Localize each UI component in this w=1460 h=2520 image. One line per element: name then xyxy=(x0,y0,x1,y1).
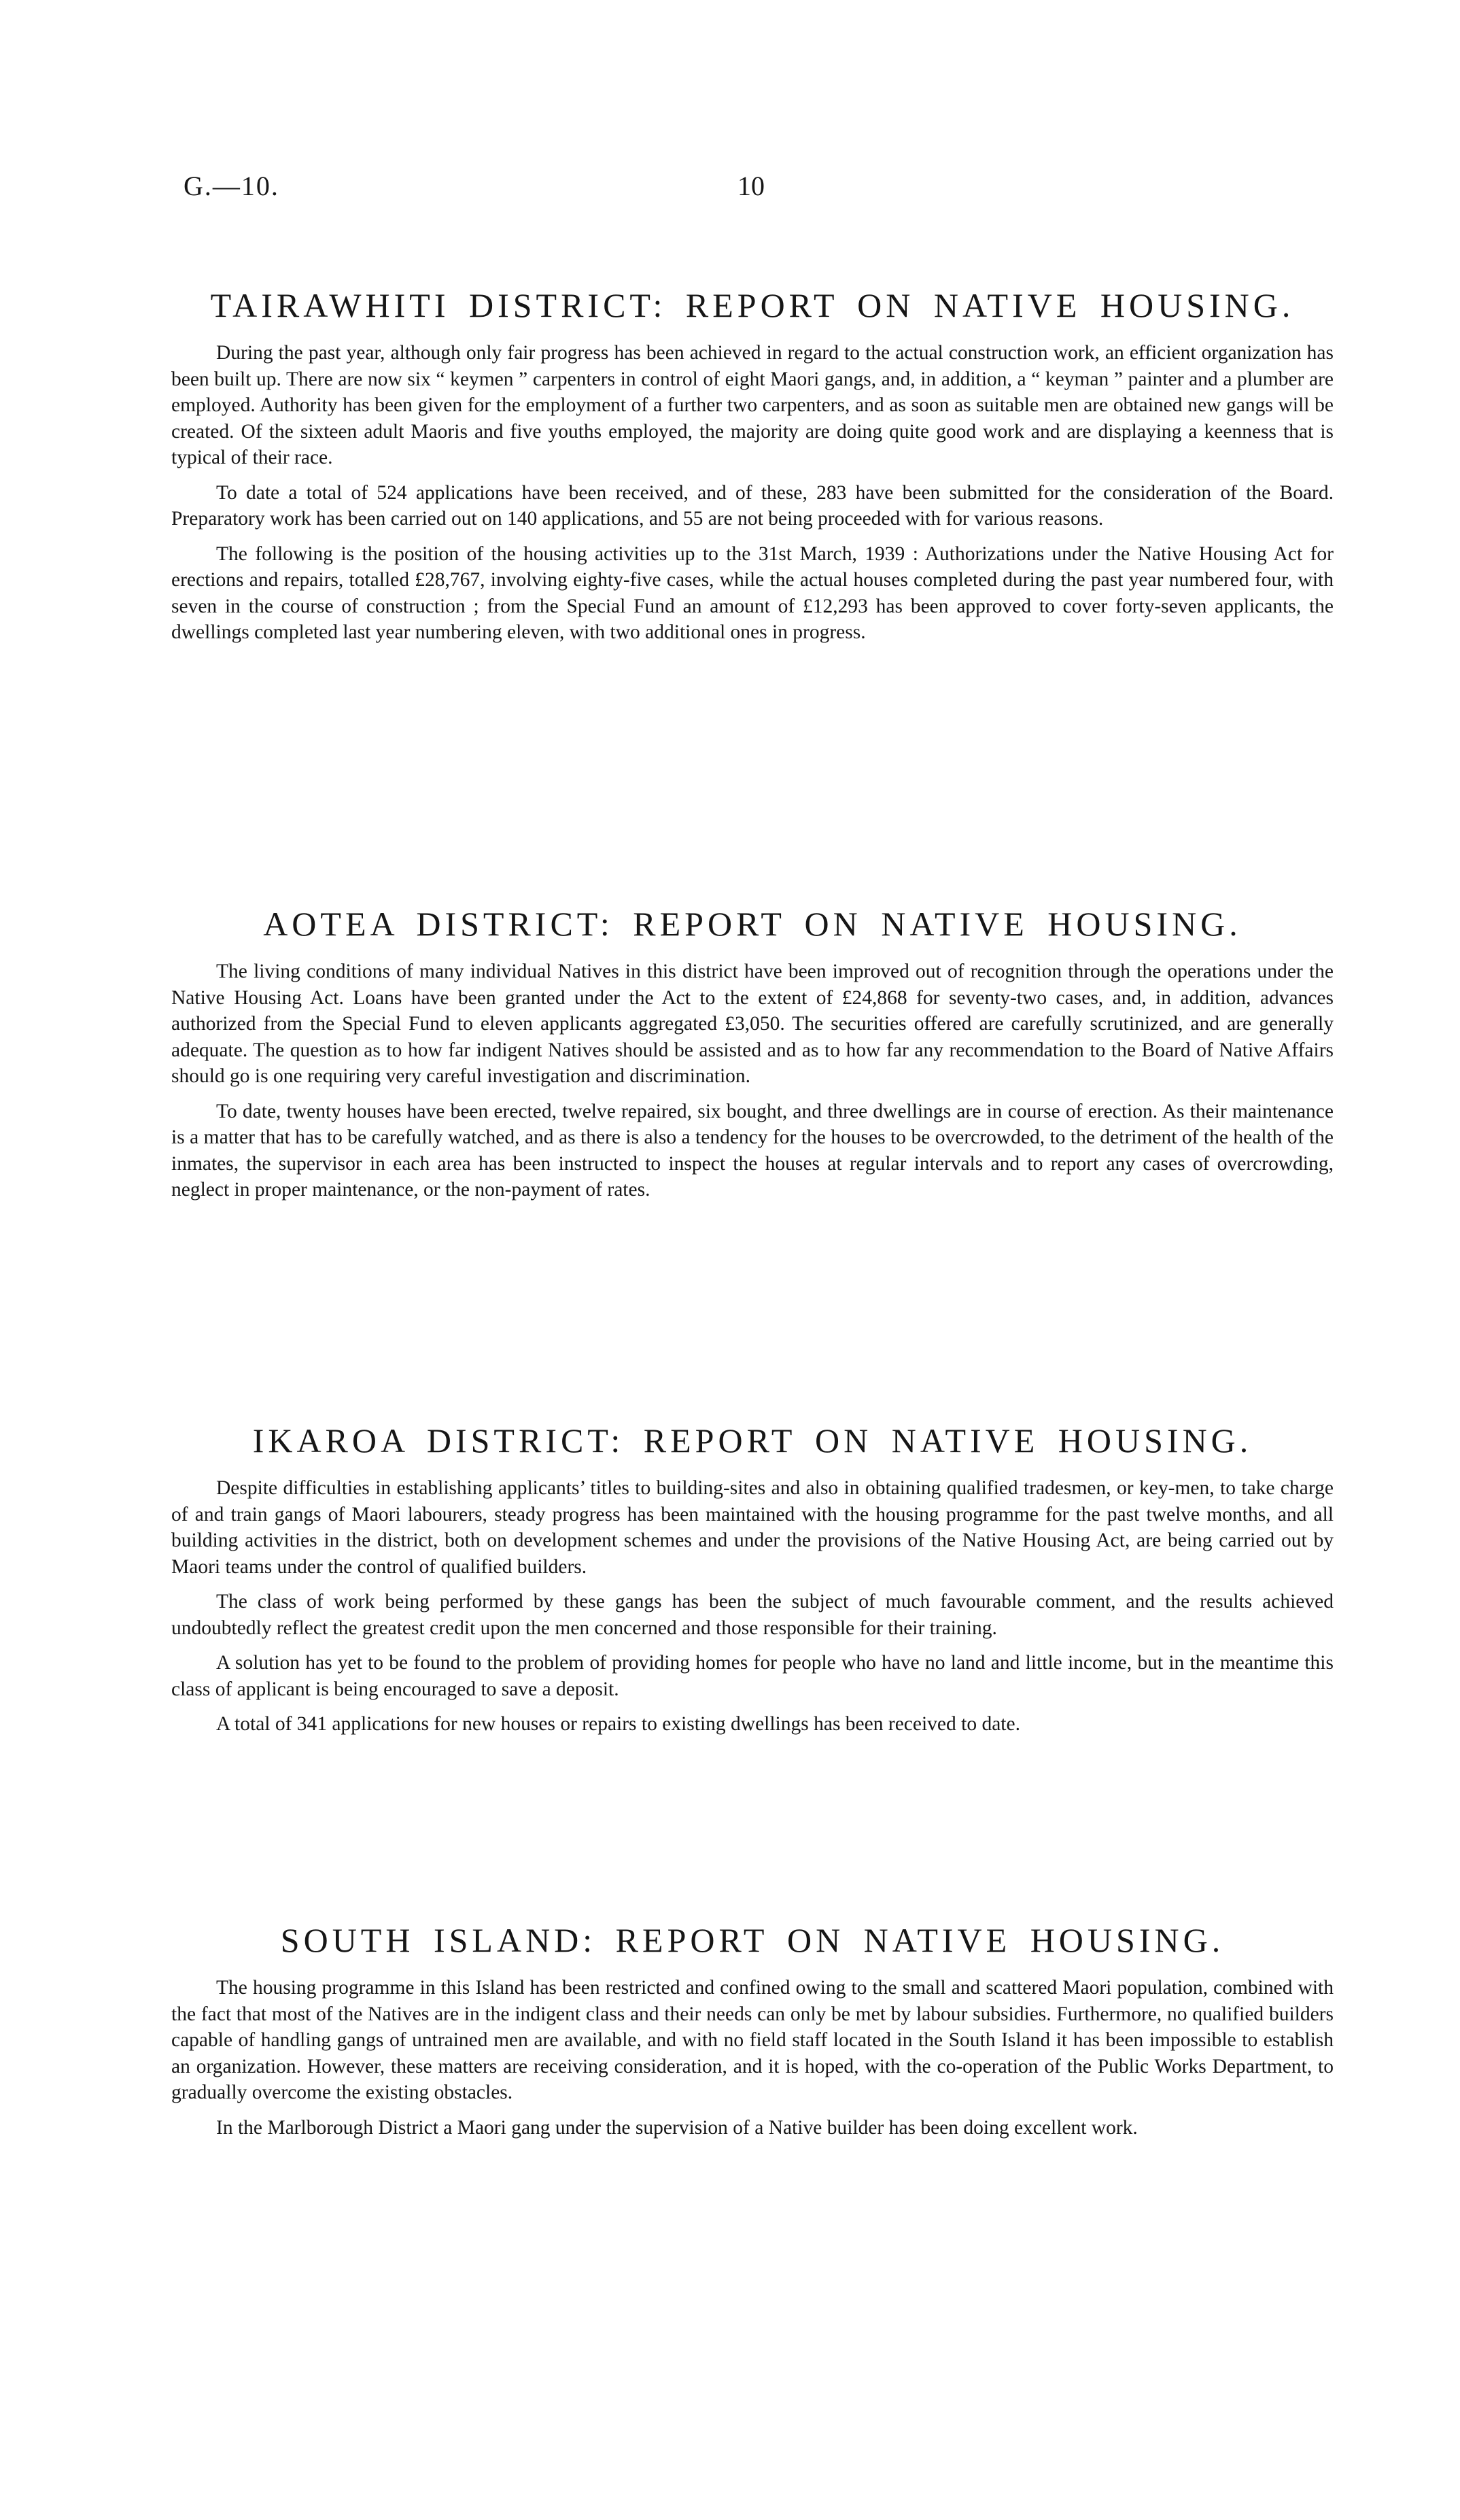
section-aotea xyxy=(171,904,1334,1212)
section-title: AOTEA DISTRICT: REPORT ON NATIVE HOUSING. xyxy=(263,905,1242,943)
paragraph: A solution has yet to be found to the problem of providing homes for people who have no land and little income, but in the meantime this class of applicant is being encouraged to save a deposit. xyxy=(171,1652,1334,1700)
paragraph: A total of 341 applications for new houses or repairs to existing dwellings has been received to date. xyxy=(216,1713,1020,1735)
section-ikaroa xyxy=(171,1421,1334,1746)
section-title: SOUTH ISLAND: REPORT ON NATIVE HOUSING. xyxy=(280,1921,1225,1959)
paragraph: During the past year, although only fair progress has been achieved in regard to the actual construction work, an efficient organization has been built up. There are now six “ keymen ” carpenters in control of eight Maori gangs, and, in addition, a “ keyman ” painter and a plumber are employed. Authority has been given for the employment of a further two carpenters, and as soon as suitable men are obtained new gangs will be created. Of the sixteen adult Maoris and five youths employed, the majority are doing quite good work and are displaying a keenness that is typical of their race. xyxy=(171,342,1334,468)
page-header xyxy=(184,170,1339,211)
paragraph: In the Marlborough District a Maori gang under the supervision of a Native builder has been doing excellent work. xyxy=(216,2116,1138,2139)
section-south-island xyxy=(171,1920,1334,2150)
paragraph: The following is the position of the housing activities up to the 31st March, 1939 : Authorizations under the Native Housing Act for erections and repairs, totalled £28,767, involving eighty-five cases, while the actual houses completed during the past year numbered four, with seven in the course of construction ; from the Special Fund an amount of £12,293 has been approved to cover forty-seven applicants, the dwellings completed last year numbering eleven, with two additional ones in progress. xyxy=(171,542,1334,643)
page-number: 10 xyxy=(737,171,765,201)
paragraph: To date a total of 524 applications have been received, and of these, 283 have been submitted for the consideration of the Board. Preparatory work has been carried out on 140 applications, and 55 are not being proceeded with for various reasons. xyxy=(171,481,1334,530)
paragraph: The class of work being performed by these gangs has been the subject of much favourable comment, and the results achieved undoubtedly reflect the greatest credit upon the men concerned and those responsible for their training. xyxy=(171,1591,1334,1639)
section-title: TAIRAWHITI DISTRICT: REPORT ON NATIVE HOUSING. xyxy=(210,286,1295,324)
section-tairawhiti xyxy=(171,286,1334,655)
document-code: G.—10. xyxy=(184,171,279,201)
paragraph: To date, twenty houses have been erected, twelve repaired, six bought, and three dwellings are in course of erection. As their maintenance is a matter that has to be carefully watched, and as there is also a tendency for the houses to be overcrowded, to the detriment of the health of the inmates, the supervisor in each area has been instructed to inspect the houses at regular intervals and to report any cases of overcrowding, neglect in proper maintenance, or the non-payment of rates. xyxy=(171,1100,1334,1201)
section-title: IKAROA DISTRICT: REPORT ON NATIVE HOUSING. xyxy=(252,1421,1253,1460)
paragraph: The housing programme in this Island has been restricted and confined owing to the small and scattered Maori population, combined with the fact that most of the Natives are in the indigent class and their needs can only be met by labour subsidies. Furthermore, no qualified builders capable of handling gangs of untrained men are available, and with no field staff located in the South Island it has been impossible to establish an organization. However, these matters are receiving consideration, and it is hoped, with the co-operation of the Public Works Department, to gradually overcome the existing obstacles. xyxy=(171,1977,1334,2103)
paragraph: The living conditions of many individual Natives in this district have been improved out of recognition through the operations under the Native Housing Act. Loans have been granted under the Act to the extent of £24,868 for seventy-two cases, and, in addition, advances authorized from the Special Fund to eleven applicants aggregated £3,050. The securities offered are carefully scrutinized, and are generally adequate. The question as to how far indigent Natives should be assisted and as to how far any recommendation to the Board of Native Affairs should go is one requiring very careful investigation and discrimination. xyxy=(171,961,1334,1087)
paragraph: Despite difficulties in establishing applicants’ titles to building-sites and also in obtaining qualified tradesmen, or key-men, to take charge of and train gangs of Maori labourers, steady progress has been maintained with the housing programme for the past twelve months, and all building activities in the district, both on development schemes and under the provisions of the Native Housing Act, are being carried out by Maori teams under the control of qualified builders. xyxy=(171,1477,1334,1578)
